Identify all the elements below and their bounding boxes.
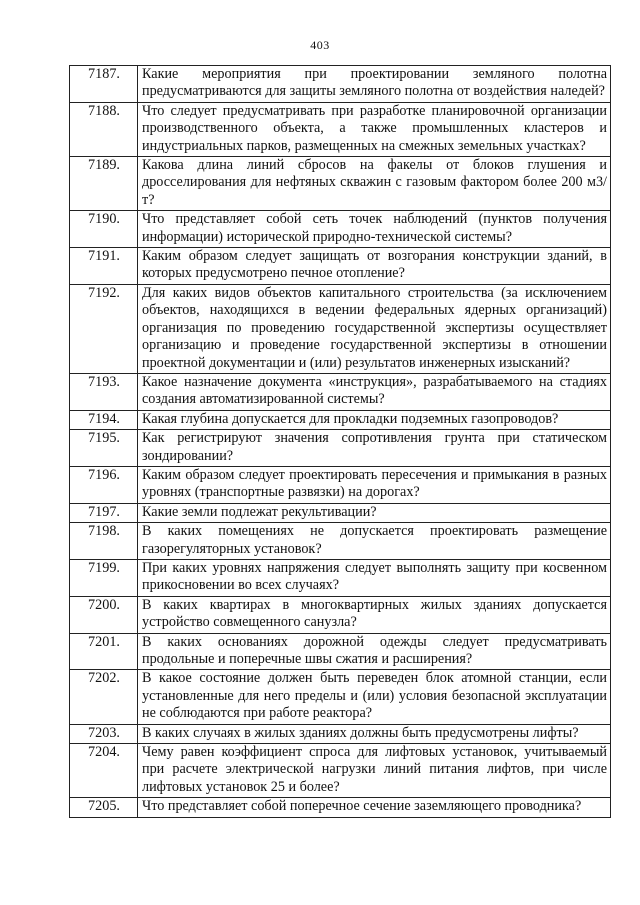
questions-table-body	[70, 66, 611, 818]
question-number: 7200.	[70, 596, 138, 633]
table-row	[70, 523, 611, 560]
table-row	[70, 102, 611, 156]
question-text: Какова длина линий сбросов на факелы от блоков глушения и дросселирования для нефтяных скважин с газовым фактором более 200 м3/т?	[138, 157, 611, 211]
question-text: Как регистрируют значения сопротивления грунта при статическом зондировании?	[138, 430, 611, 467]
page-number: 403	[310, 38, 330, 52]
table-row	[70, 670, 611, 724]
question-number: 7187.	[70, 66, 138, 103]
table-row	[70, 66, 611, 103]
table-row	[70, 157, 611, 211]
question-number: 7201.	[70, 633, 138, 670]
table-row	[70, 248, 611, 285]
question-number: 7199.	[70, 559, 138, 596]
question-number: 7202.	[70, 670, 138, 724]
table-row	[70, 410, 611, 429]
question-number: 7195.	[70, 430, 138, 467]
question-text: В какое состояние должен быть переведен блок атомной станции, если установленные для него пределы и (или) условия безопасной эксплуатации не соблюдаются при работе реактора?	[138, 670, 611, 724]
table-row	[70, 466, 611, 503]
table-row	[70, 211, 611, 248]
question-text: Что следует предусматривать при разработке планировочной организации производственного объекта, а также промышленных кластеров и индустриальных парков, размещенных на смежных земельных участках?	[138, 102, 611, 156]
table-row	[70, 596, 611, 633]
question-number: 7190.	[70, 211, 138, 248]
question-number: 7193.	[70, 373, 138, 410]
question-text: При каких уровнях напряжения следует выполнять защиту при косвенном прикосновении во всех случаях?	[138, 559, 611, 596]
question-number: 7204.	[70, 744, 138, 798]
table-row	[70, 503, 611, 522]
question-number: 7192.	[70, 284, 138, 373]
question-text: Какие земли подлежат рекультивации?	[138, 503, 611, 522]
question-number: 7191.	[70, 248, 138, 285]
table-row	[70, 744, 611, 798]
question-number: 7196.	[70, 466, 138, 503]
question-text: Для каких видов объектов капитального строительства (за исключением объектов, находящихся в ведении федеральных ядерных организаций) организация по проведению государственной экспертизы осуществляет организацию и проведение государственной экспертизы в отношении проектной документации и (или) результатов инженерных изысканий?	[138, 284, 611, 373]
question-text: В каких квартирах в многоквартирных жилых зданиях допускается устройство совмещенного санузла?	[138, 596, 611, 633]
question-number: 7194.	[70, 410, 138, 429]
question-number: 7188.	[70, 102, 138, 156]
question-number: 7197.	[70, 503, 138, 522]
question-text: Что представляет собой поперечное сечение заземляющего проводника?	[138, 798, 611, 817]
question-number: 7203.	[70, 724, 138, 743]
table-row	[70, 373, 611, 410]
table-row	[70, 633, 611, 670]
question-number: 7198.	[70, 523, 138, 560]
question-text: Какое назначение документа «инструкция», разрабатываемого на стадиях создания автоматизированной системы?	[138, 373, 611, 410]
table-row	[70, 724, 611, 743]
question-number: 7189.	[70, 157, 138, 211]
question-text: Какая глубина допускается для прокладки подземных газопроводов?	[138, 410, 611, 429]
questions-table	[69, 65, 611, 818]
question-text: Каким образом следует защищать от возгорания конструкции зданий, в которых предусмотрено печное отопление?	[138, 248, 611, 285]
question-text: Каким образом следует проектировать пересечения и примыкания в разных уровнях (транспортные развязки) на дорогах?	[138, 466, 611, 503]
table-row	[70, 430, 611, 467]
table-row	[70, 798, 611, 817]
question-text: Что представляет собой сеть точек наблюдений (пунктов получения информации) исторической природно-технической системы?	[138, 211, 611, 248]
table-row	[70, 284, 611, 373]
question-text: В каких основаниях дорожной одежды следует предусматривать продольные и поперечные швы сжатия и расширения?	[138, 633, 611, 670]
question-number: 7205.	[70, 798, 138, 817]
question-text: Чему равен коэффициент спроса для лифтовых установок, учитываемый при расчете электрической нагрузки линий питания лифтов, при числе лифтовых установок 25 и более?	[138, 744, 611, 798]
question-text: Какие мероприятия при проектировании земляного полотна предусматриваются для защиты земляного полотна от воздействия наледей?	[138, 66, 611, 103]
question-text: В каких помещениях не допускается проектировать размещение газорегуляторных установок?	[138, 523, 611, 560]
table-row	[70, 559, 611, 596]
question-text: В каких случаях в жилых зданиях должны быть предусмотрены лифты?	[138, 724, 611, 743]
